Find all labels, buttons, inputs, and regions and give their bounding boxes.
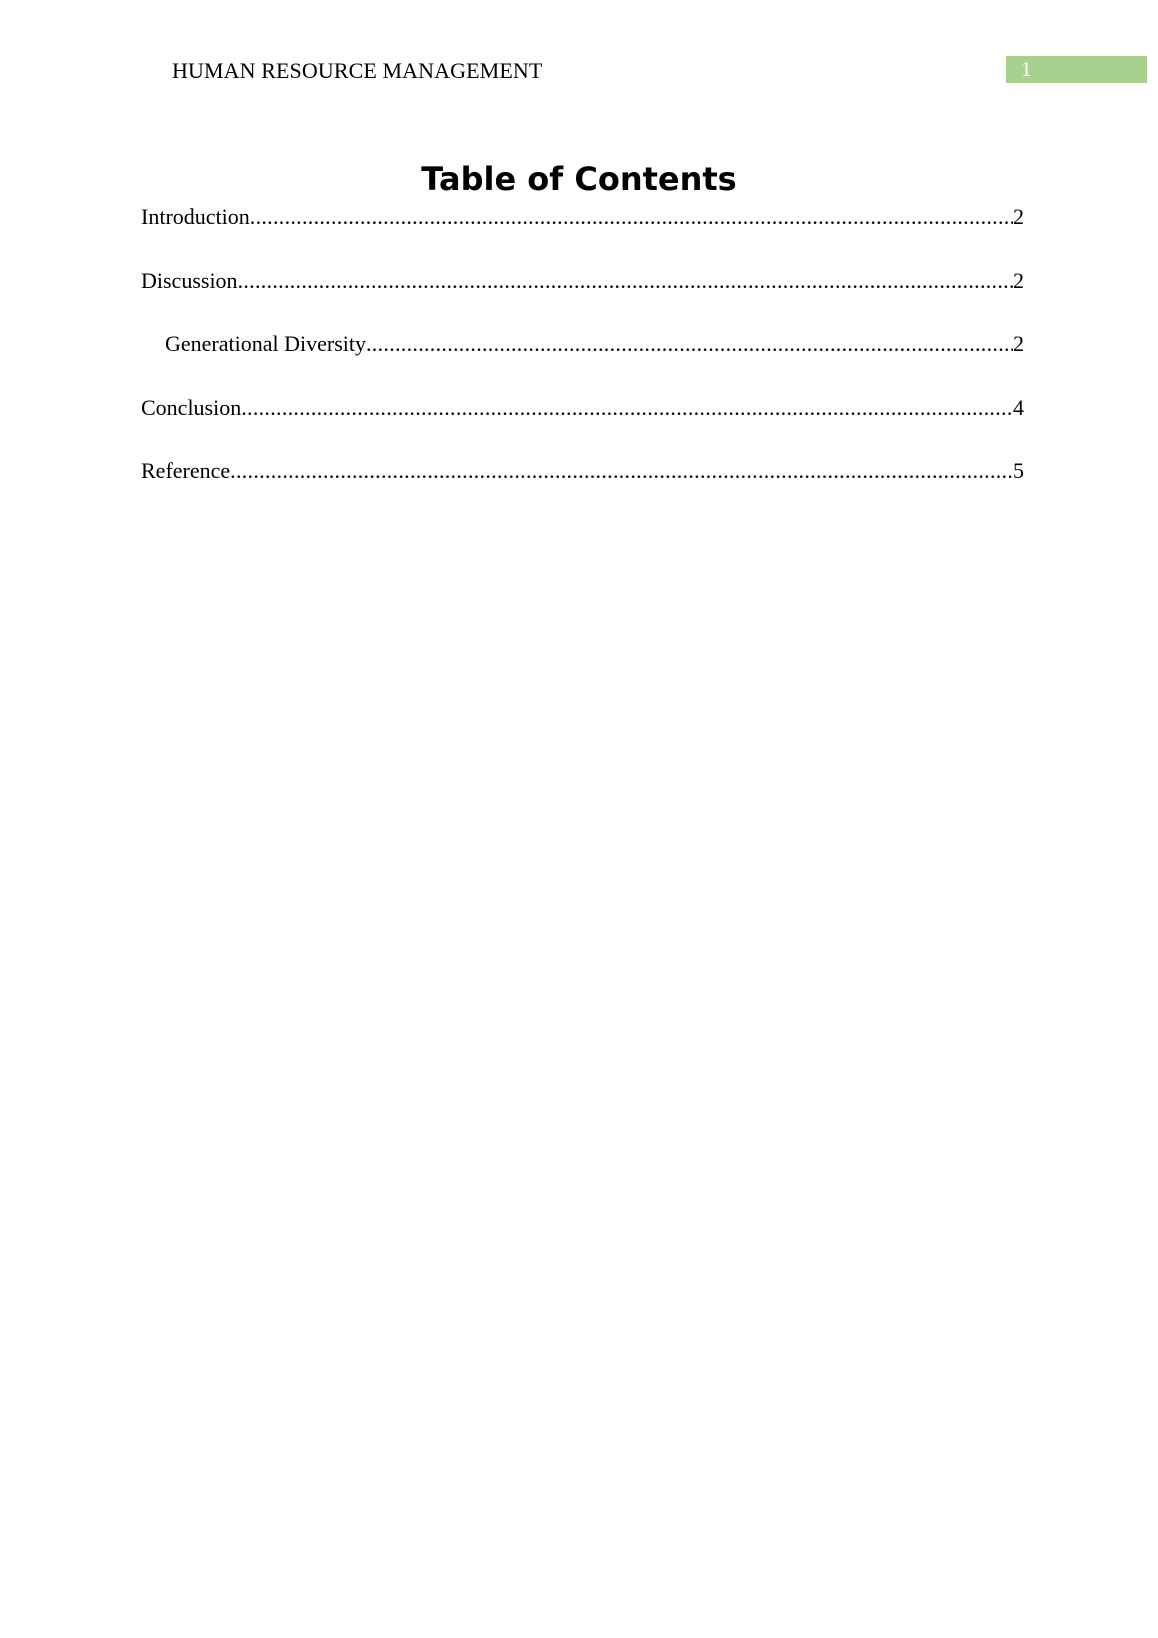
page-header	[0, 0, 1158, 100]
toc-entry-page: 2	[1013, 204, 1024, 229]
page-number-badge	[1006, 56, 1147, 83]
toc-entry-introduction[interactable]	[141, 203, 1024, 231]
toc-entry-label: Discussion	[141, 267, 238, 293]
toc-heading: Table of Contents	[421, 160, 737, 198]
toc-entry-conclusion[interactable]	[141, 394, 1024, 422]
toc-entry-page: 2	[1013, 267, 1024, 293]
toc-entry-label: Generational Diversity	[165, 331, 366, 356]
toc-entry-label: Introduction	[141, 204, 250, 229]
toc-entry-page: 4	[1013, 394, 1024, 420]
toc-dot-leader	[230, 457, 1013, 485]
toc-dot-leader	[238, 267, 1013, 295]
toc-list	[141, 203, 1024, 521]
toc-entry-generational-diversity[interactable]	[141, 330, 1024, 358]
toc-entry-discussion[interactable]	[141, 267, 1024, 295]
toc-dot-leader	[366, 330, 1013, 358]
toc-entry-reference[interactable]	[141, 457, 1024, 485]
toc-dot-leader	[241, 394, 1013, 422]
toc-entry-label: Conclusion	[141, 394, 242, 420]
toc-entry-page: 5	[1013, 458, 1024, 483]
page-number: 1	[1021, 57, 1032, 81]
toc-dot-leader	[250, 203, 1013, 231]
running-header-title: HUMAN RESOURCE MANAGEMENT	[172, 58, 543, 83]
toc-entry-page: 2	[1013, 331, 1024, 356]
toc-entry-label: Reference	[141, 458, 231, 483]
